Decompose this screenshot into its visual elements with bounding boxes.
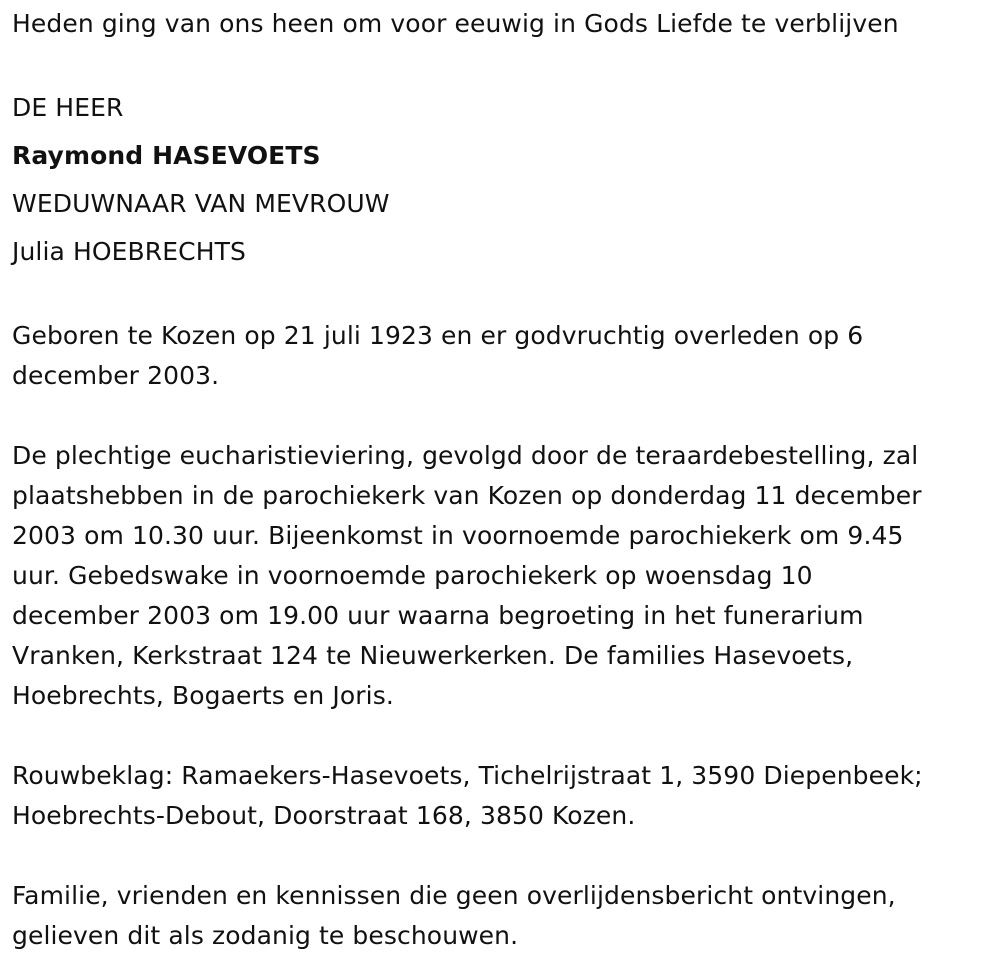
paragraph-line: De plechtige eucharistieviering, gevolgd door de teraardebestelling, zal [12,441,919,470]
paragraph-line: gelieven dit als zodanig te beschouwen. [12,921,519,950]
birth-death-paragraph [12,316,987,396]
paragraph-line: plaatshebben in de parochiekerk van Kozen op donderdag 11 december [12,481,922,510]
paragraph-line: december 2003. [12,361,220,390]
spacer [12,44,987,84]
paragraph-line: Rouwbeklag: Ramaekers-Hasevoets, Tichelrijstraat 1, 3590 Diepenbeek; [12,761,923,790]
widower-label: WEDUWNAAR VAN MEVROUW [12,189,390,218]
condolences-paragraph [12,756,987,836]
intro-line: Heden ging van ons heen om voor eeuwig in Gods Liefde te verblijven [12,9,899,38]
paragraph-line: 2003 om 10.30 uur. Bijeenkomst in voornoemde parochiekerk om 9.45 [12,521,904,550]
paragraph-line: Hoebrechts, Bogaerts en Joris. [12,681,394,710]
spacer [12,716,987,756]
paragraph-line: Familie, vrienden en kennissen die geen overlijdensbericht ontvingen, [12,881,896,910]
spacer [12,276,987,316]
death-notice [12,0,987,956]
paragraph-line: Geboren te Kozen op 21 juli 1923 en er godvruchtig overleden op 6 [12,321,864,350]
paragraph-line: uur. Gebedswake in voornoemde parochiekerk op woensdag 10 [12,561,813,590]
honorific: DE HEER [12,93,124,122]
closing-paragraph [12,876,987,956]
paragraph-line: Vranken, Kerkstraat 124 te Nieuwerkerken. De families Hasevoets, [12,641,854,670]
paragraph-line: Hoebrechts-Debout, Doorstraat 168, 3850 Kozen. [12,801,636,830]
ceremony-paragraph [12,436,987,716]
deceased-name: Raymond HASEVOETS [12,141,321,170]
spacer [12,836,987,876]
spacer [12,396,987,436]
paragraph-line: december 2003 om 19.00 uur waarna begroeting in het funerarium [12,601,864,630]
spouse-name: Julia HOEBRECHTS [12,237,246,266]
